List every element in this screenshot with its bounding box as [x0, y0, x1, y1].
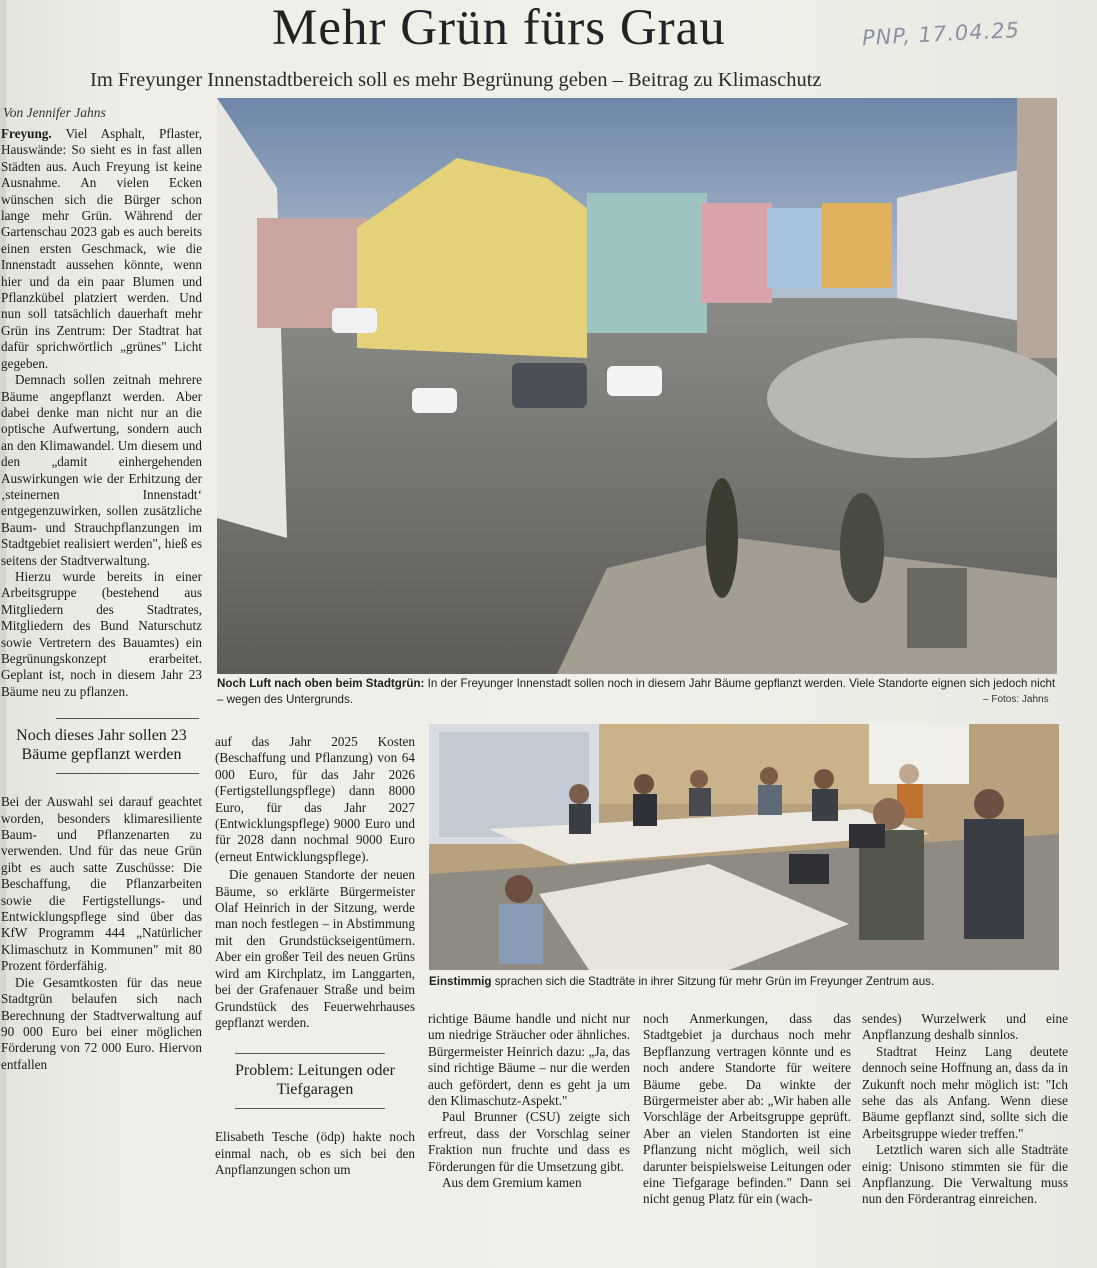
col3-paragraph-3: Aus dem Gremium kamen [442, 1175, 582, 1191]
council-meeting-image [429, 724, 1059, 970]
byline: Von Jennifer Jahns [3, 105, 106, 120]
col5-paragraph-1: sendes) Wurzelwerk und eine Anpflanzung deshalb sinnlos. [862, 1011, 1068, 1043]
col1-paragraph-2: Demnach sollen zeitnah mehrere Bäume angepflanzt werden. Aber dabei denke man nicht nur an die optische Aufwertung, sondern auch an den Klimawandel. Um diesem und den „damit einhergehenden Auswirkungen wie der Erhitzung der ‚steinernen Innenstadt‘ entgegenzuwirken, sollen zusätzliche Baum- und Strauchpflanzungen im Stadtgebiet realisiert werden", hieß es seitens der Stadtverwaltung. [1, 372, 202, 568]
photo-council-meeting [429, 724, 1059, 970]
col4-paragraph-1: noch Anmerkungen, dass das Stadtgebiet ja durchaus noch mehr Bepflanzung vertragen könnte und es noch andere Standorte für weitere Bäume gebe. Da winkte der Bürgermeister aber ab: „Wir haben alle Vorschläge der Arbeitsgruppe geprüft. Aber an vielen Standorten ist eine Pflanzung nicht möglich, weil sich darunter beispielsweise Leitungen oder eine Tiefgarage befinden." Dann sei nicht genug Platz für ein (wach- [643, 1011, 851, 1207]
col2-box-rule-bottom [235, 1108, 385, 1109]
article-column-1 [1, 126, 202, 1073]
col2-subheading: Problem: Leitungen oder Tiefgaragen [235, 1062, 395, 1099]
photo-credit: – Fotos: Jahns [983, 694, 1049, 705]
col1-paragraph-5: Die Gesamtkosten für das neue Stadtgrün belaufen sich nach Berechnung der Stadtverwaltung auf 90 000 Euro bei einer möglichen Förderung von 72 000 Euro. Hiervon entfallen [1, 974, 202, 1072]
col1-paragraph-3: Hierzu wurde bereits in einer Arbeitsgruppe (bestehend aus Mitgliedern des Stadtrates, Mitgliedern des Bund Naturschutz sowie Vertretern des Bauamtes) ein Begrünungskonzept erarbeitet. Geplant ist, noch in diesem Jahr 23 Bäume neu zu pflanzen. [1, 568, 202, 699]
photo1-caption-lead: Noch Luft nach oben beim Stadtgrün: [217, 677, 425, 690]
col3-paragraph-2: Paul Brunner (CSU) zeigte sich erfreut, dass der Vorschlag seiner Fraktion nun fruchte und dass es Förderungen für die Umsetzung gibt. [428, 1109, 630, 1174]
photo1-caption [217, 676, 1061, 708]
col1-paragraph-4: Bei der Auswahl sei darauf geachtet worden, besonders klimaresiliente Baum- und Pflanzenarten zu verwenden. Und für das neue Grün gibt es auch satte Zuschüsse: Die Beschaffung, die Pflanzarbeiten sowie die Fertigstellungs- und Entwicklungspflege sind über das KfW Programm 444 „Natürlicher Klimaschutz in Kommunen" mit 80 Prozent förderfähig. [1, 794, 202, 974]
col2-paragraph-3: Elisabeth Tesche (ödp) hakte noch einmal nach, ob es sich bei den Anpflanzungen schon um [215, 1129, 415, 1178]
col1-box-rule-bottom [56, 773, 199, 774]
article-column-2 [215, 734, 415, 1179]
col3-paragraph-1: richtige Bäume handle und nicht nur um niedrige Sträucher oder ähnliches. Bürgermeister Heinrich dazu: „Ja, das sind richtige Bäume – nur die werden auch gefördert, denn es geht ja um den Klimaschutz-Aspekt." [428, 1011, 630, 1109]
dateline: Freyung. [1, 126, 52, 141]
col2-paragraph-2: Die genauen Standorte der neuen Bäume, so erklärte Bürgermeister Olaf Heinrich in der Sitzung, werde man noch festlegen – in Abstimmung mit den Grundstückseigentümern. Aber ein großer Teil des neuen Grüns wird am Kirchplatz, im Langgarten, bei der Grafenauer Straße und beim Grundstück des Feuerwehrhauses gepflanzt werden. [215, 867, 415, 1030]
photo1-caption-text: In der Freyunger Innenstadt sollen noch in diesem Jahr Bäume gepflanzt werden. Viele Standorte eignen sich jedoch nicht – wegen des Untergrunds. [217, 677, 1056, 706]
col5-paragraph-2: Stadtrat Heinz Lang deutete dennoch seine Hoffnung an, dass da in Zukunft noch mehr möglich ist: "Ich sehe das als Anfang. Wenn diese Bäume gepflanzt sind, sollte sich die Arbeitsgruppe wieder treffen." [862, 1043, 1068, 1141]
col1-paragraph-1 [1, 126, 202, 372]
handwritten-date-note: PNP, 17.04.25 [861, 17, 1021, 51]
col2-paragraph-1: auf das Jahr 2025 Kosten (Beschaffung und Pflanzung) von 64 000 Euro, für das Jahr 2026 (Fertigstellungspflege) dann 8000 Euro, für das Jahr 2027 (Entwicklungspflege) 9000 Euro und für 2028 dann nochmal 9000 Euro (erneut Entwicklungspflege). [215, 734, 415, 864]
article-column-4 [643, 1011, 851, 1208]
photo-town-square [217, 98, 1057, 674]
col1-p1-text: Viel Asphalt, Pflaster, Hauswände: So sieht es in fast allen Städten aus. Auch Freyung ist keine Ausnahme. An vielen Ecken wünschen sich die Bürger schon lange mehr Grün. Während der Gartenschau 2023 gab es auch bereits einen ersten Geschmack, wie die Innenstadt aussehen könnte, wenn hier und da ein paar Blumen und Pflanzkübel platziert werden. Und nun soll tatsächlich dauerhaft mehr Grün ins Zentrum: Der Stadtrat hat dafür sprichwörtlich „grünes" Licht gegeben. [1, 126, 202, 371]
photo2-caption-text: sprachen sich die Stadträte in ihrer Sitzung für mehr Grün im Freyunger Zentrum aus. [494, 975, 935, 988]
col5-paragraph-3: Letztlich waren sich alle Stadträte einig: Unisono stimmten sie für die Anpflanzung. Die Verwaltung muss nun den Förderantrag einreichen. [862, 1142, 1068, 1207]
subheadline: Im Freyunger Innenstadtbereich soll es mehr Begrünung geben – Beitrag zu Klimaschutz [90, 69, 822, 91]
article-column-3 [428, 1011, 630, 1191]
article-column-5 [862, 1011, 1068, 1208]
town-square-image [217, 98, 1057, 674]
col1-subheading: Noch dieses Jahr sollen 23 Bäume gepflanzt werden [16, 727, 187, 764]
headline: Mehr Grün fürs Grau [272, 0, 726, 56]
photo2-caption [429, 974, 1069, 990]
photo2-caption-lead: Einstimmig [429, 975, 492, 988]
